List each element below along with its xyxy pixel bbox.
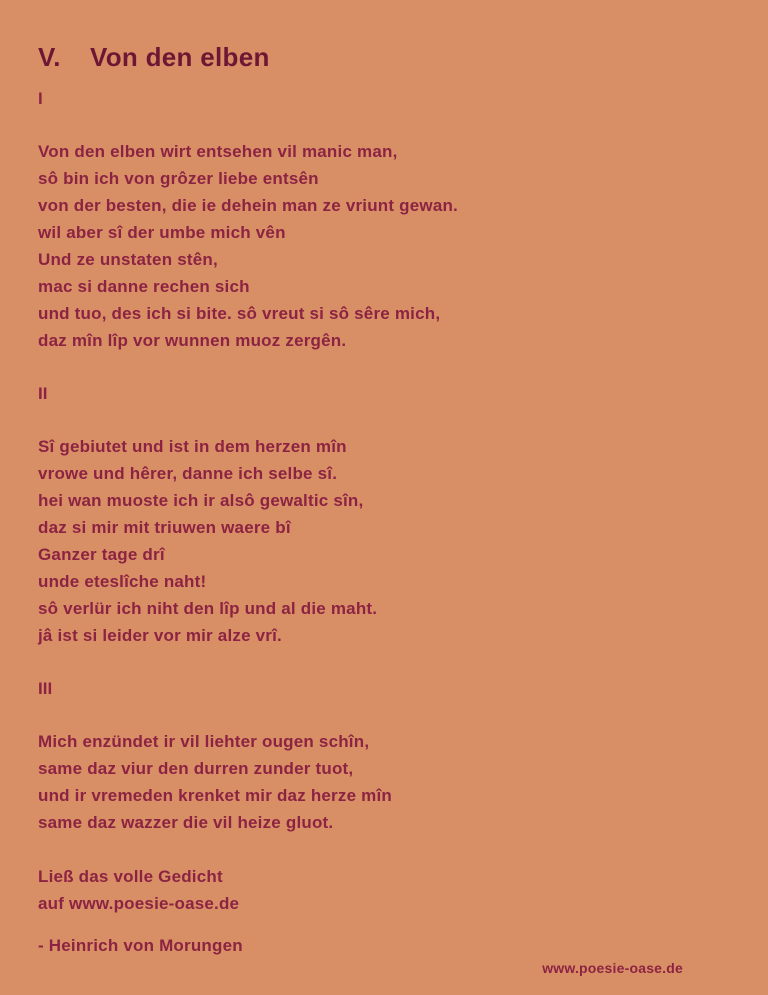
poem-line: wil aber sî der umbe mich vên — [38, 223, 286, 242]
poem-line: sô verlür ich niht den lîp und al die maht. — [38, 599, 378, 618]
poem-line: daz mîn lîp vor wunnen muoz zergên. — [38, 331, 347, 350]
footer-cta-line1: Ließ das volle Gedicht — [38, 867, 223, 886]
stanza-3 — [38, 728, 738, 836]
poem-line: daz si mir mit triuwen waere bî — [38, 518, 291, 537]
poem-title-text: Von den elben — [90, 42, 270, 72]
page-title — [38, 42, 738, 72]
poem-line: und ir vremeden krenket mir daz herze mîn — [38, 786, 392, 805]
poem-line: Von den elben wirt entsehen vil manic man, — [38, 142, 398, 161]
footer-cta-line2: auf www.poesie-oase.de — [38, 894, 240, 913]
poem-line: Mich enzündet ir vil liehter ougen schîn, — [38, 732, 370, 751]
poem-line: von der besten, die ie dehein man ze vriunt gewan. — [38, 196, 458, 215]
poem-line: und tuo, des ich si bite. sô vreut si sô sêre mich, — [38, 304, 441, 323]
stanza-label-3: III — [38, 679, 53, 698]
poem-line: hei wan muoste ich ir alsô gewaltic sîn, — [38, 491, 364, 510]
stanza-1 — [38, 138, 738, 354]
poem-page — [38, 0, 738, 959]
poem-line: Sî gebiutet und ist in dem herzen mîn — [38, 437, 347, 456]
poem-line: sô bin ich von grôzer liebe entsên — [38, 169, 319, 188]
poem-line: vrowe und hêrer, danne ich selbe sî. — [38, 464, 338, 483]
poem-line: same daz viur den durren zunder tuot, — [38, 759, 354, 778]
author-attribution: - Heinrich von Morungen — [38, 936, 243, 955]
poem-line: Und ze unstaten stên, — [38, 250, 218, 269]
stanza-label-1: I — [38, 89, 43, 108]
watermark-url: www.poesie-oase.de — [542, 960, 683, 976]
poem-line: Ganzer tage drî — [38, 545, 165, 564]
poem-line: jâ ist si leider vor mir alze vrî. — [38, 626, 282, 645]
poem-line: mac si danne rechen sich — [38, 277, 250, 296]
poem-number: V. — [38, 42, 61, 72]
stanza-2 — [38, 433, 738, 649]
footer-cta — [38, 863, 738, 917]
poem-line: same daz wazzer die vil heize gluot. — [38, 813, 334, 832]
stanza-label-2: II — [38, 384, 48, 403]
poem-line: unde eteslîche naht! — [38, 572, 207, 591]
